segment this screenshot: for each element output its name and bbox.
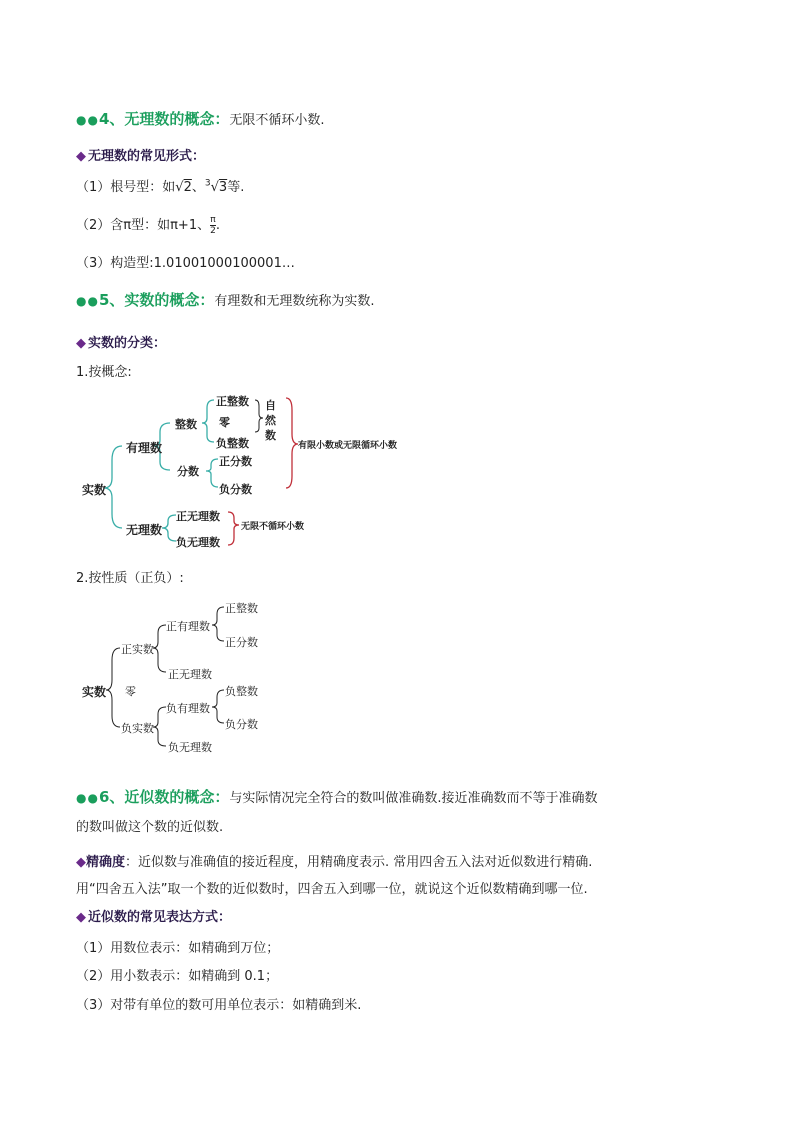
subheading: 无理数的常见形式：: [88, 149, 206, 164]
brace2-pos-real: [153, 625, 166, 672]
bullet-dots: ●●: [76, 791, 99, 805]
tree1-pos-frac: 正分数: [219, 455, 252, 468]
item-text: （2）含π型：如π+1、: [76, 218, 211, 233]
bullet-dots: ●●: [76, 294, 99, 308]
tree1-natural-3: 数: [265, 429, 276, 442]
section-text: 与实际情况完全符合的数叫做准确数.接近准确数而不等于准确数: [229, 791, 598, 806]
denominator: 2: [210, 226, 216, 236]
tree1-finite-note: 有限小数或无限循环小数: [298, 441, 398, 451]
precision-line2: 用“四舍五入法”取一个数的近似数时，四舍五入到哪一位，就说这个近似数精确到哪一位.: [76, 882, 588, 897]
precision-line1: [76, 851, 592, 870]
sqrt-sign-icon: √: [175, 180, 184, 195]
root-index: 3: [204, 178, 211, 189]
by-sign-label: 2.按性质（正负）:: [76, 571, 184, 586]
irrational-item-3: （3）构造型:1.01001000100001…: [76, 256, 295, 271]
section-6: [76, 786, 598, 807]
tree1-neg-irr: 负无理数: [176, 536, 220, 549]
tree2-zero: 零: [125, 685, 136, 698]
separator: 、: [191, 180, 205, 195]
subheading: 近似数的常见表达方式：: [88, 910, 232, 925]
tree2-pos-rational: 正有理数: [166, 620, 210, 633]
tree2-neg-real: 负实数: [121, 722, 154, 735]
section-heading: 6、近似数的概念：: [98, 788, 230, 806]
section-6-line2: 的数叫做这个数的近似数.: [76, 820, 224, 835]
tree2-pos-frac: 正分数: [225, 636, 258, 649]
tree2-neg-frac: 负分数: [225, 718, 258, 731]
tree1-fraction: 分数: [177, 465, 199, 478]
sqrt-sign-icon: √: [210, 180, 219, 195]
brace2-pos-rational: [212, 607, 224, 641]
approx-forms-title: [76, 906, 231, 925]
tree1-natural-1: 自: [265, 399, 276, 412]
tree2-neg-int: 负整数: [225, 685, 258, 698]
bullet-dots: ●●: [76, 113, 99, 127]
approx-item-1: （1）用数位表示：如精确到万位；: [76, 941, 280, 956]
radicand: 2: [183, 180, 192, 195]
tree2-pos-int: 正整数: [225, 602, 258, 615]
item-text: 等.: [227, 180, 245, 195]
section-text: 有理数和无理数统称为实数.: [214, 294, 375, 309]
tree1-integer: 整数: [175, 418, 197, 431]
tree2-root: 实数: [82, 685, 107, 699]
diamond-icon: ◆: [76, 336, 86, 351]
by-concept-label: 1.按概念:: [76, 365, 132, 380]
tree1-pos-irr: 正无理数: [176, 510, 220, 523]
tree2-neg-rational: 负有理数: [166, 702, 210, 715]
diamond-icon: ◆: [76, 149, 86, 164]
tree1-rational: 有理数: [126, 441, 163, 455]
precision-text: ：近似数与准确值的接近程度，用精确度表示. 常用四舍五入法对近似数进行精确.: [125, 855, 593, 870]
section-heading: 4、无理数的概念：: [98, 110, 230, 128]
section-text: 无限不循环小数.: [229, 113, 325, 128]
radicand: 3: [218, 180, 228, 195]
tree2-pos-real: 正实数: [121, 643, 154, 656]
tree2-neg-irr: 负无理数: [168, 741, 212, 754]
tree1-neg-int: 负整数: [216, 437, 249, 450]
tree1-natural-2: 然: [265, 414, 276, 427]
item-text: （1）根号型：如: [76, 180, 176, 195]
subheading: 实数的分类：: [88, 336, 167, 351]
numerator: π: [210, 215, 216, 225]
precision-label: 精确度: [86, 855, 126, 870]
brace2-neg-real: [153, 707, 166, 746]
tree1-irrational: 无理数: [126, 523, 163, 537]
brace2-root: [106, 648, 120, 727]
tree2-pos-irr: 正无理数: [168, 668, 212, 681]
tree1-pos-int: 正整数: [216, 395, 249, 408]
approx-item-2: （2）用小数表示：如精确到 0.1；: [76, 969, 279, 984]
brace2-neg-rational: [212, 690, 224, 723]
item-text: .: [215, 218, 220, 233]
tree1-infinite-note: 无限不循环小数: [241, 522, 305, 532]
tree1-zero: 零: [219, 416, 230, 429]
tree1-neg-frac: 负分数: [219, 483, 252, 496]
diamond-icon: ◆: [76, 910, 86, 925]
section-heading: 5、实数的概念：: [98, 291, 215, 309]
diamond-icon: ◆: [76, 855, 86, 870]
approx-item-3: （3）对带有单位的数可用单位表示：如精确到米.: [76, 998, 362, 1013]
tree1-root: 实数: [82, 483, 107, 497]
